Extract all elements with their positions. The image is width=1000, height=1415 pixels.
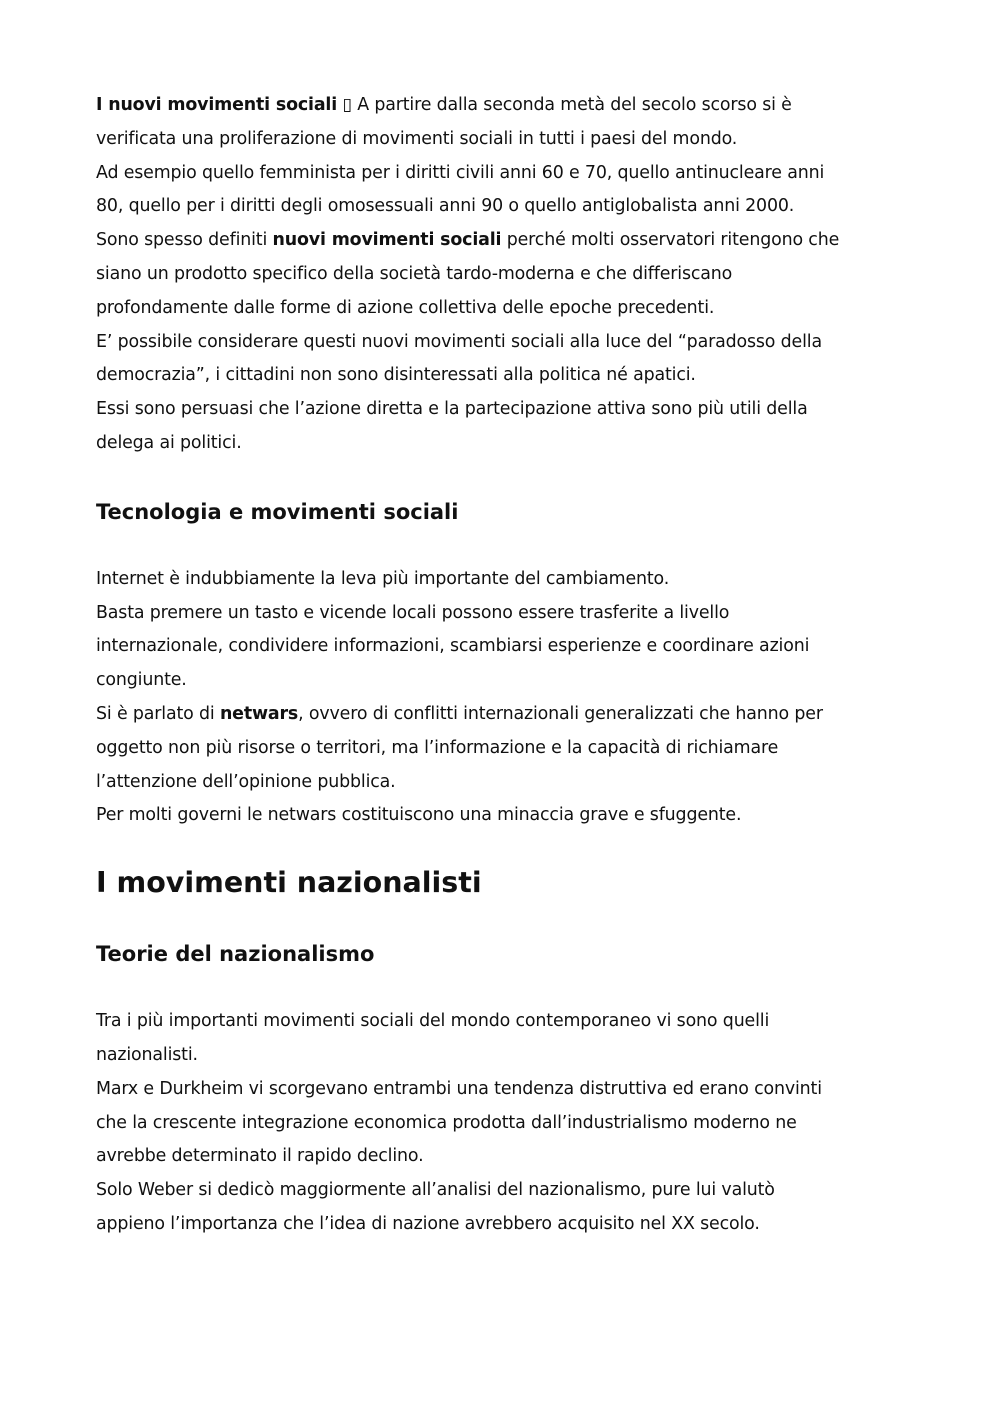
paragraph-line: oggetto non più risorse o territori, ma l’informazione e la capacità di richiamare [96,737,779,758]
paragraph-line: profondamente dalle forme di azione collettiva delle epoche precedenti. [96,297,715,318]
paragraph-line: internazionale, condividere informazioni, scambiarsi esperienze e coordinare azioni [96,636,810,657]
bold-term: netwars [219,703,299,724]
paragraph-line: Basta premere un tasto e vicende locali possono essere trasferite a livello [96,602,730,623]
paragraph-line: Internet è indubbiamente la leva più importante del cambiamento. [96,568,670,589]
inline-heading: I nuovi movimenti sociali [96,95,338,115]
paragraph-line: verificata una proliferazione di movimenti sociali in tutti i paesi del mondo. [96,128,738,149]
paragraph-line: Essi sono persuasi che l’azione diretta e la partecipazione attiva sono più utili della [96,399,808,420]
paragraph-line: l’attenzione dell’opinione pubblica. [96,771,396,792]
paragraph-line: I nuovi movimenti sociali ▯ A partire dalla seconda metà del secolo scorso si è [96,95,792,115]
paragraph-line: Sono spesso definiti nuovi movimenti sociali perché molti osservatori ritengono che [96,230,840,251]
paragraph-line: 80, quello per i diritti degli omosessuali anni 90 o quello antiglobalista anni 2000. [96,196,795,217]
section-heading: Teorie del nazionalismo [96,942,375,967]
paragraph-line: Per molti governi le netwars costituiscono una minaccia grave e sfuggente. [96,805,742,826]
paragraph-line: che la crescente integrazione economica prodotta dall’industrialismo moderno ne [96,1112,797,1133]
section-heading: Tecnologia e movimenti sociali [96,499,459,524]
paragraph-line: nazionalisti. [96,1044,198,1065]
section-nuovi-movimenti [96,89,916,461]
paragraph-line: democrazia”, i cittadini non sono disinteressati alla politica né apatici. [96,365,696,386]
paragraph-line: Ad esempio quello femminista per i diritti civili anni 60 e 70, quello antinucleare anni [96,162,825,183]
section-tecnologia [96,495,916,833]
paragraph-line: Marx e Durkheim vi scorgevano entrambi una tendenza distruttiva ed erano convinti [96,1078,822,1099]
section-nazionalisti [96,863,916,1242]
bold-term: nuovi movimenti sociali [272,230,502,251]
paragraph-line: Tra i più importanti movimenti sociali del mondo contemporaneo vi sono quelli [96,1011,770,1032]
paragraph-line: delega ai politici. [96,432,242,453]
paragraph-line: Si è parlato di netwars, ovvero di conflitti internazionali generalizzati che hanno per [96,703,823,724]
paragraph-line: appieno l’importanza che l’idea di nazione avrebbero acquisito nel XX secolo. [96,1213,760,1234]
paragraph-line: E’ possibile considerare questi nuovi movimenti sociali alla luce del “paradosso della [96,331,822,352]
paragraph-line: congiunte. [96,670,187,691]
paragraph-line: siano un prodotto specifico della società tardo-moderna e che differiscano [96,263,733,284]
chapter-title: I movimenti nazionalisti [96,866,482,900]
paragraph-line: Solo Weber si dedicò maggiormente all’analisi del nazionalismo, pure lui valutò [96,1180,775,1201]
paragraph-line: avrebbe determinato il rapido declino. [96,1146,424,1167]
document-page [96,89,916,1242]
